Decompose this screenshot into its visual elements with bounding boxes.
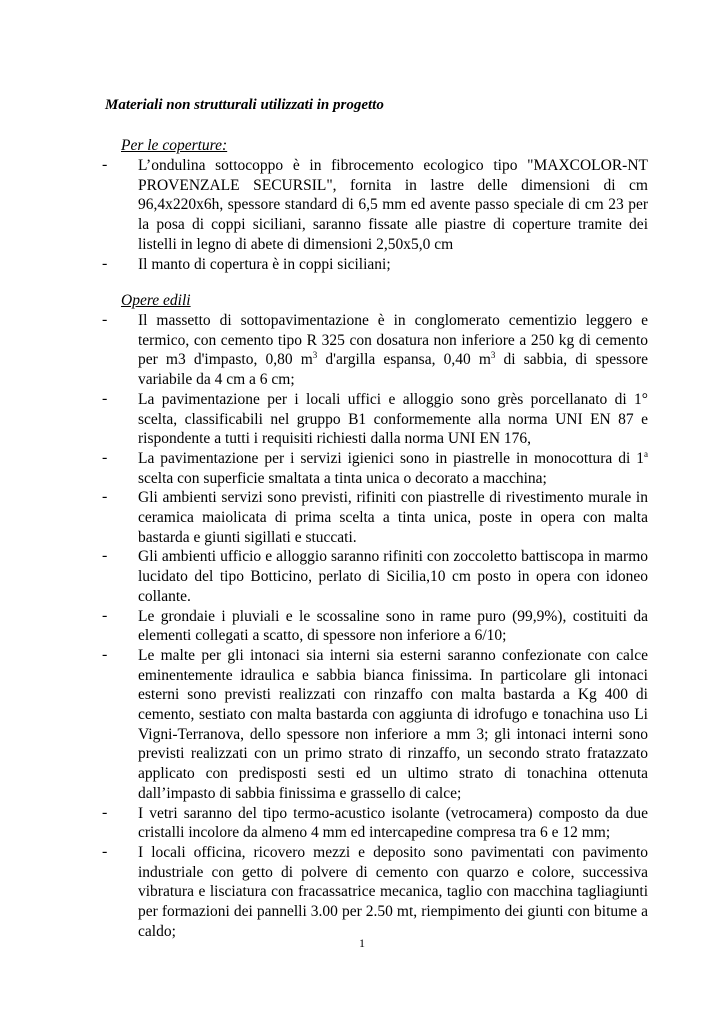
text-run: Le malte per gli intonaci sia interni sia esterni saranno confezionate con calce eminentemente idraulica e sabbia bianca finissima. In particolare gli intonaci esterni sono previsti realizzati con rinzaffo con malta bastarda a Kg 400 di cemento, sestiato con malta bastarda con aggiunta di idrofugo e tonachina uso Li Vigni-Terranova, dello spessore non inferiore a mm 3; gli intonaci interni sono previsti realizzati con un primo strato di rinzaffo, un secondo strato fratazzato applicato con predisposti sesti ed un ultimo strato di tonachina ottenuta dall’impasto di sabbia finissima e grassello di calce; [138,646,648,802]
list-item-text [138,488,648,547]
list-item [102,804,648,843]
section-heading-opere-edili: Opere edili [121,292,191,309]
list-item [102,547,648,606]
list-item-text [138,156,648,255]
text-run: scelta con superficie smaltata a tinta unica o decorato a macchina; [138,469,547,487]
text-run: Il manto di copertura è in coppi siciliani; [138,255,391,273]
document-title: Materiali non strutturali utilizzati in progetto [105,97,384,113]
list-item-text [138,547,648,606]
list-item [102,156,648,255]
list-item [102,449,648,488]
list-item [102,646,648,804]
text-run: Gli ambienti ufficio e alloggio saranno rifiniti con zoccoletto battiscopa in marmo lucidato del tipo Botticino, perlato di Sicilia,10 cm posto in opera con idoneo collante. [138,548,648,605]
bullet-dash: - [102,156,108,173]
text-run: Gli ambienti servizi sono previsti, rifiniti con piastrelle di rivestimento murale in ceramica maiolicata di prima scelta a tinta unica, poste in opera con malta bastarda e giunti sigillati e stuccati. [138,489,648,546]
list-item [102,843,648,942]
bullet-dash: - [102,448,108,466]
superscript: 3 [490,350,496,361]
text-run: d'argilla espansa, 0,40 m [317,351,491,369]
list-item-text [138,390,648,449]
list-item [102,607,648,646]
bullet-dash: - [102,803,108,821]
bullet-dash: - [102,547,108,565]
bullet-dash: - [102,645,108,663]
page-number: 1 [359,936,365,950]
list-item-text [138,255,648,275]
text-run: Le grondaie i pluviali e le scossaline sono in rame puro (99,9%), costituiti da elementi collegati a scatto, di spessore non inferiore a 6/10; [138,607,648,645]
bullet-dash: - [102,606,108,624]
list-item-text [138,646,648,804]
bullet-dash: - [102,488,108,506]
text-run: Il massetto di sottopavimentazione è in conglomerato cementizio leggero e termico, con cemento tipo R 325 con dosatura non inferiore a 250 kg di cemento per m3 d'impasto, 0,80 m [138,312,648,369]
text-run: I locali officina, ricovero mezzi e deposito sono pavimentati con pavimento industriale con getto di polvere di cemento con quarzo e colore, successiva vibratura e lisciatura con fracassatrice mecanica, taglio con macchina tagliagiunti per formazioni dei pannelli 3.00 per 2.50 mt, riempimento dei giunti con bitume a caldo; [138,843,648,940]
list-item-text [138,311,648,390]
bullet-dash: - [102,311,108,328]
text-run: I vetri saranno del tipo termo-acustico isolante (vetrocamera) composto da due cristalli incolore da almeno 4 mm ed intercapedine compresa tra 6 e 12 mm; [138,804,648,842]
list-item [102,311,648,390]
text-run: La pavimentazione per i servizi igienici sono in piastrelle in monocottura di 1 [138,449,644,467]
list-item-text [138,449,648,488]
coperture-list [102,156,648,274]
superscript: a [644,448,648,459]
superscript: 3 [312,350,318,361]
section-heading-coperture: Per le coperture: [121,137,228,154]
list-item-text [138,607,648,646]
list-item [102,390,648,449]
text-run: di sabbia, di spessore variabile da 4 cm a 6 cm; [138,351,648,389]
opere-edili-list [102,311,648,942]
list-item [102,255,648,275]
text-run: La pavimentazione per i locali uffici e alloggio sono grès porcellanato di 1° scelta, classificabili nel gruppo B1 conformemente alla norma UNI EN 87 e rispondente a tutti i requisiti richiesti dalla norma UNI EN 176, [138,390,648,448]
list-item [102,488,648,547]
text-run: L’ondulina sottocoppo è in fibrocemento ecologico tipo "MAXCOLOR-NT PROVENZALE SECURSIL", fornita in lastre delle dimensioni di cm 96,4x220x6h, spessore standard di 6,5 mm ed avente passo speciale di cm 23 per la posa di coppi siciliani, saranno fissate alle piastre di coperture tramite dei listelli in legno di abete di dimensioni 2,50x5,0 cm [138,157,648,253]
list-item-text [138,804,648,843]
bullet-dash: - [102,389,108,407]
bullet-dash: - [102,254,108,272]
bullet-dash: - [102,842,108,860]
list-item-text [138,843,648,942]
